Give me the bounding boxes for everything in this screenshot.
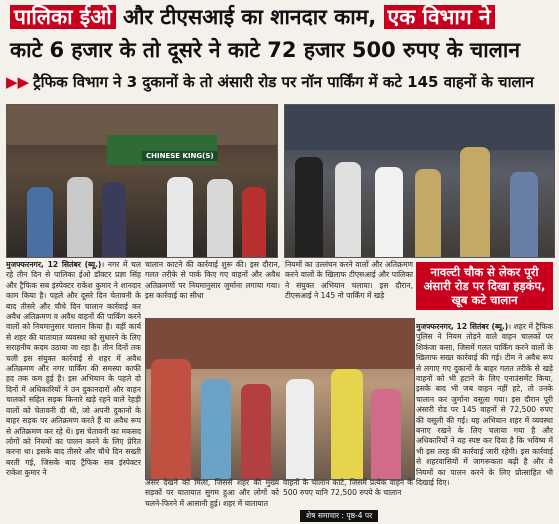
subheadline: [6, 72, 553, 92]
article-text-2: । शहर में ट्रैफिक पुलिस ने नियम तोड़ने वाले वाहन चालकों पर शिकंजा कसा, जिसमें गलत पार्किंग करने वालों के खिलाफ सख्त कार्रवाई की गई। टीम ने अवैध रूप से लगाए गए दुकानों के बाहर गलत तरीके से खड़े वाहनों को भी हटाने के लिए एनाउंसमेंट किया, इसके बाद भी जब वाहन नहीं हटे, तो उनके चालान कर जुर्माना वसूला गया। इस दौरान पूरी अंसारी रोड पर 145 वाहनों से 72,500 रुपए की वसूली की गई। यह अभियान शहर में व्यवस्था बनाए रखने के लिए चलाया गया है और अधिकारियों ने यह स्पष्ट कर दिया है कि भविष्य में भी इस तरह की कार्रवाई जारी रहेगी। इस कार्रवाई से शहरवासियों में जागरूकता बढ़ी है और वे नियमों का पालन करने के लिए प्रोत्साहित भी दिखाई दिए।: [416, 322, 553, 488]
photo-enforcement: [145, 318, 415, 480]
article-column-4: असर देखने को मिला, जिससे शहर की मुख्य सड़कों पर यातायात सुगम हुआ और लोगों को चलने-फिरने में आसानी हुई। शहर में यातायात: [145, 478, 279, 508]
dateline-2: मुजफ्फरनगर, 12 सितंबर (ब्यू.): [416, 322, 509, 331]
article-column-6: [416, 322, 553, 522]
photo-shop-front: [6, 104, 278, 258]
subheadline-text: ट्रैफिक विभाग ने 3 दुकानों के तो अंसारी रोड पर नॉन पार्किंग में कटे 145 वाहनों के चालान: [33, 73, 534, 91]
article-column-3: नियमों का उल्लंघन करने वालों और अतिक्रमण करने वालों के खिलाफ टीएसआई और पालिका ने संयुक्त अभियान चलाया। इस दौरान, टीएसआई ने 145 नो पार्किंग में खड़े: [285, 260, 413, 301]
article-text: । नगर में चल रहे तीन दिन से पालिका ईओ डॉक्टर प्रज्ञा सिंह और ट्रैफिक सब इंस्पेक्टर राकेश कुमार ने शानदार काम किया है। पहले और दूसरे दिन चेतावनी के बाद तीसरे और चौथे दिन चालान कार्रवाई कर अवैध अतिक्रमण व अवैध वाहनों की पार्किंग करने वालों को नियमानुसार चालान किया है। वहीं कार्य से शहर की यातायात व्यवस्था को सुधारने के लिए सराहनीय कदम उठाया जा रहा है। तीन दिनों तक चली इस संयुक्त कार्रवाई से शहर में अवैध अतिक्रमण और नगर पार्किंग की समस्या काफी हद तक कम हुई है। इस अभियान के पहले दो दिनों में अधिकारियों ने उन दुकानदारों और वाहन चालकों सहित सड़क किनारे खड़े रहने वाले रेहड़ी वालों को चेतावनी दी थी, जो अपनी दुकानों के बाहर सड़क पर अतिक्रमण करते हैं या अवैध रूप से अतिक्रमण कर रहे थे। इस चेतावनी का मकसद लोगों को नियमों का पालन करने के लिए प्रेरित करना था। इसके बाद तीसरे और चौथे दिन सख्ती बरती गई, जिसके बाद ट्रैफिक सब इंस्पेक्टर राकेश कुमार ने: [6, 260, 141, 478]
double-arrow-icon: ▶▶: [6, 73, 30, 91]
article-column-2: चालान काटने की कार्रवाई शुरू की। इस दौरान, गलत तरीके से पार्क किए गए वाहनों और अवैध अतिक्रमणों पर नियमानुसार जुर्माना लगाया गया। इस कार्रवाई का सीधा: [145, 260, 280, 301]
headline-line-2: काटे 6 हजार के तो दूसरे ने काटे 72 हजार 500 रुपए के चालान: [10, 38, 520, 62]
article-column-5: वाहनों के चालान काटे, जिसमें प्रत्येक वाहन के 500 रुपए यानि 72,500 रुपये के चालान: [283, 478, 413, 498]
photo-traffic-police: [284, 104, 555, 258]
headline-highlight-2: एक विभाग ने: [384, 5, 495, 29]
continued-label: शेष समाचार : पृष्ठ-4 पर: [300, 510, 378, 522]
headline-line-1: [6, 3, 553, 33]
sidebar-headline: नावल्टी चौक से लेकर पूरी अंसारी रोड पर दिखा हड़कंप, खूब कटे चालान: [416, 262, 553, 310]
article-column-1: [6, 260, 141, 522]
headline-highlight: पालिका ईओ: [10, 5, 116, 29]
headline-text: और टीएसआई का शानदार काम,: [123, 5, 377, 29]
dateline: मुजफ्फरनगर, 12 सितंबर (ब्यू.): [6, 260, 102, 269]
shop-sign: CHINESE KING(S): [142, 151, 218, 161]
